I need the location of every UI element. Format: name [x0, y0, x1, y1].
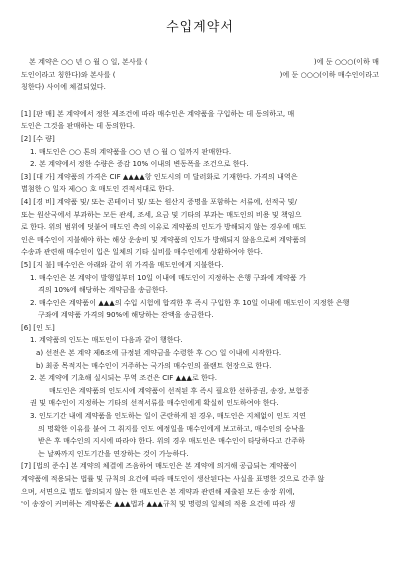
list-item-continued: 는 날짜까지 인도기간을 연장하는 것이 가능하다.: [38, 448, 189, 458]
article-heading: [6] [인 도]: [21, 322, 55, 332]
article-heading: [7] [법의 준수] 본 계약의 체결에 즈음하여 매도인은 본 계약에 의거해 공급되는 계약품이: [21, 461, 297, 471]
article-text-line: 으며, 서면으로 별도 합의되지 않는 한 매도인은 본 계약과 관련해 제출된 모든 송장 위에,: [21, 486, 295, 496]
sub-list-item: a) 선전은 본 계약 제6조에 규정된 계약금을 수령한 후 ○○ 일 이내에 시작한다.: [36, 348, 282, 358]
list-item: 1. 매수인은 본 계약이 발행일부터 10일 이내에 매도인이 지정하는 은행 구좌에 계약품 가: [30, 272, 306, 282]
list-item-continued: 의 명확한 이유를 붙여 그 취지를 인도 예정일을 매수인에게 보고하고, 매수인의 승낙을: [38, 423, 305, 433]
list-item: 2. 본 계약에서 정한 수량은 증감 10% 이내의 변동폭을 조건으로 한다.: [30, 159, 249, 169]
list-item-paragraph: 매도인은 계약품의 인도시에 계약품이 선적된 후 즉시 필요한 선하증권, 송장, 보험증: [49, 385, 310, 395]
intro-line-1-right: )에 둔 ○○○(이하 매: [313, 57, 379, 66]
article-2: [21, 133, 379, 171]
article-7: [21, 460, 379, 510]
list-item-continued: 구좌에 계약품 가격의 90%에 해당하는 잔액을 송금한다.: [38, 310, 214, 320]
intro-line-2-right: )에 둔 ○○○(이하 매수인이라고: [279, 69, 379, 79]
article-heading: [4] [경 비] 계약품 및/ 또는 콘테이너 및/ 또는 원산지 증명을 포함하는 서류에, 선적국 및/: [21, 196, 297, 206]
article-1: [21, 108, 379, 133]
article-text-line: '이 송장이 커버하는 계약품은 ▲▲▲법과 ▲▲▲규칙 및 명령의 일체의 적용 요건에 따라 생: [21, 499, 296, 509]
list-item: 1. 매도인은 ○○ 톤의 계약품을 ○○ 년 ○ 월 ○ 일까지 판매한다.: [30, 146, 232, 156]
intro-line-1-left: 본 계약은 ○○ 년 ○ 월 ○ 일, 본사를 (: [29, 57, 148, 66]
article-4: [21, 196, 379, 259]
list-item-paragraph-continued: 권 및 매수인이 지정하는 기타의 선적서류를 매수인에게 확실히 인도하여야 한다.: [30, 398, 279, 408]
article-text-line: 또는 원산국에서 부과하는 모든 관세, 조세, 요금 및 기타의 부과는 매도인의 비용 및 책임으: [21, 209, 302, 219]
article-text-line: 수송과 관련해 매수인이 입은 일체의 기타 실비를 매수인에게 상환하여야 한다.: [21, 247, 263, 257]
list-item-continued: 격의 10%에 해당하는 계약금을 송금한다.: [38, 285, 168, 295]
list-item: 2. 본 계약에 기초해 실시되는 무역 조건은 CIF ▲▲▲로 한다.: [30, 373, 218, 383]
article-text-line: 계약품에 적용되는 법률 및 규칙의 요건에 따라 매도인이 생산된다는 사실을 표명한 것으로 간주 않: [21, 474, 325, 483]
intro-line-1: [21, 56, 379, 69]
article-text-line: 인은 매수인이 지불해야 하는 해상 운송비 및 계약품의 인도가 방해되지 않음으로써 계약품의: [21, 234, 307, 244]
article-6: [21, 322, 379, 461]
article-heading: [5] [지 불] 매수인은 아래와 같이 위 가격을 매도인에게 지불한다.: [21, 259, 224, 269]
list-item-continued: 받은 후 매수인의 지시에 따라야 한다. 위의 경우 매도인은 매수인이 타당하다고 간주하: [38, 436, 305, 446]
list-item: 1. 계약품의 인도는 매도인이 다음과 같이 행한다.: [30, 335, 183, 345]
article-text: 별첨한 ○ 일자 제○○ 호 매도인 견적서대로 한다.: [21, 184, 175, 194]
list-item: 3. 인도기간 내에 계약품을 인도하는 일이 곤란하게 된 경우, 매도인은 지체없이 인도 지연: [30, 411, 306, 421]
article-5: [21, 259, 379, 322]
article-text: 도인은 그것을 판매하는 데 동의한다.: [21, 121, 136, 131]
contract-intro: [21, 56, 379, 94]
document-title: 수입계약서: [166, 20, 234, 35]
intro-line-3: 칭한다) 사이에 체결되었다.: [21, 82, 106, 92]
article-text-line: 로 한다. 위의 범위에 덧붙여 매도인 측의 이유로 계약품의 인도가 방해되지 않는 경우에 매도: [21, 222, 307, 232]
list-item: 2. 매수인은 계약품이 ▲▲▲의 수입 시험에 합격한 후 즉시 구입한 후 10일 이내에 매도인이 지정한 은행: [30, 297, 350, 307]
sub-list-item: b) 최종 목적지는 매수인이 거주하는 국가의 매수인의 플랜트 현장으로 한다.: [36, 360, 272, 370]
intro-line-2: [21, 69, 379, 82]
article-heading: [1] [판 매] 본 계약에서 정한 제조건에 따라 매수인은 계약품을 구입하는 데 동의하고, 매: [21, 108, 295, 118]
article-heading: [2] [수 량]: [21, 133, 55, 143]
article-heading: [3] [대 가] 계약품의 가격은 CIF ▲▲▲▲항 인도시의 미 달러화로 기재한다. 가격의 내역은: [21, 171, 298, 181]
intro-line-2-left: 도인이라고 칭한다)와 본사를 (: [21, 69, 116, 79]
article-3: [21, 171, 379, 196]
